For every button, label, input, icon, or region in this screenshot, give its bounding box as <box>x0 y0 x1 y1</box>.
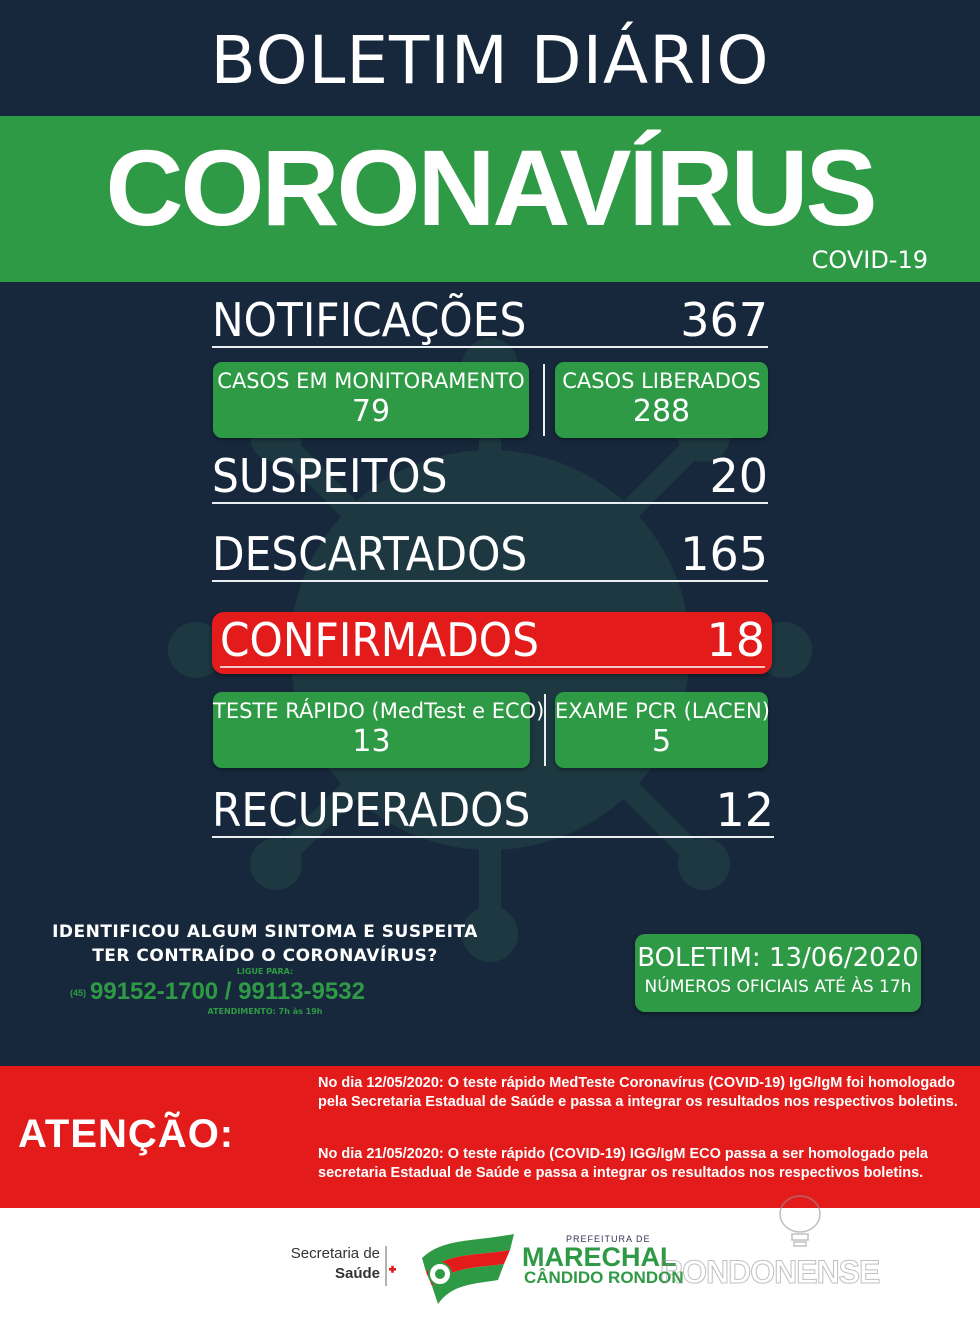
pill-monitoramento <box>213 362 529 438</box>
phone-list[interactable]: 99152-1700 / 99113-9532 <box>90 978 365 1005</box>
stat-recuperados <box>212 783 774 838</box>
stat-label: SUSPEITOS <box>212 449 448 503</box>
pill-exame-pcr <box>555 692 768 768</box>
stat-label: NOTIFICAÇÕES <box>212 293 527 347</box>
pill-label: CASOS EM MONITORAMENTO <box>217 369 525 393</box>
symptom-prompt-line1: IDENTIFICOU ALGUM SINTOMA E SUSPEITA <box>52 922 478 942</box>
stat-notificacoes <box>212 293 768 348</box>
lightbulb-icon <box>776 1192 824 1252</box>
call-label: LIGUE PARA: <box>236 967 294 976</box>
pill-label: EXAME PCR (LACEN) <box>555 699 770 723</box>
city-name: MARECHAL <box>522 1242 677 1272</box>
stat-value: 367 <box>680 293 768 347</box>
attention-label: ATENÇÃO: <box>18 1112 235 1156</box>
bulletin-date-badge <box>635 934 921 1012</box>
bulletin-note: NÚMEROS OFICIAIS ATÉ ÀS 17h <box>644 977 912 997</box>
pill-teste-rapido <box>213 692 545 768</box>
bulletin-date: BOLETIM: 13/06/2020 <box>637 943 919 973</box>
symptom-prompt <box>30 920 500 968</box>
pill-label: CASOS LIBERADOS <box>562 369 761 393</box>
stat-value: 165 <box>680 527 768 581</box>
bulletin-heading: BOLETIM DIÁRIO <box>210 22 770 99</box>
pill-value: 79 <box>351 394 391 429</box>
stat-confirmados <box>220 614 765 668</box>
city-flag-icon <box>418 1228 518 1308</box>
symptom-prompt-line2: TER CONTRAÍDO O CORONAVÍRUS? <box>92 946 438 966</box>
covid-subtitle: COVID-19 <box>811 246 928 274</box>
main-title: CORONAVÍRUS <box>105 127 875 248</box>
health-cross-icon <box>384 1246 396 1286</box>
pill-value: 288 <box>632 394 691 429</box>
area-code: (45) <box>70 987 87 998</box>
pill-divider <box>543 364 545 436</box>
stat-descartados <box>212 527 768 582</box>
service-hours: ATENDIMENTO: 7h às 19h <box>207 1007 323 1016</box>
attention-note-1: No dia 12/05/2020: O teste rápido MedTeste Coronavírus (COVID-19) IgG/IgM foi homologado pela Secretaria Estadual de Saúde e passa a integrar os resultados nos respectivos boletins. <box>318 1075 958 1110</box>
stat-label: CONFIRMADOS <box>220 613 539 667</box>
watermark: RONDONENSE <box>660 1254 880 1290</box>
stat-suspeitos <box>212 449 768 504</box>
attention-note-2: No dia 21/05/2020: O teste rápido (COVID-19) IGG/IgM ECO passa a ser homologado pela secretaria Estadual de Saúde e passa a integrar os resultados nos respectivos boletins. <box>318 1146 928 1181</box>
city-subname: CÂNDIDO RONDON <box>524 1268 684 1287</box>
stat-label: RECUPERADOS <box>212 783 531 837</box>
pill-value: 13 <box>352 724 391 759</box>
pill-label: TESTE RÁPIDO (MedTest e ECO) <box>213 699 545 723</box>
secretaria-line2: Saúde <box>334 1265 380 1282</box>
pill-divider <box>544 694 546 766</box>
secretaria-line1: Secretaria de <box>290 1245 380 1262</box>
stat-value: 18 <box>706 613 765 667</box>
secretaria-logo-text <box>286 1244 380 1284</box>
prefeitura-label: PREFEITURA DE <box>566 1234 651 1244</box>
pill-liberados <box>555 362 768 438</box>
stat-value: 12 <box>715 783 774 837</box>
stat-value: 20 <box>709 449 768 503</box>
pill-value: 5 <box>651 724 672 759</box>
stat-label: DESCARTADOS <box>212 527 528 581</box>
phone-numbers[interactable] <box>70 978 450 1006</box>
